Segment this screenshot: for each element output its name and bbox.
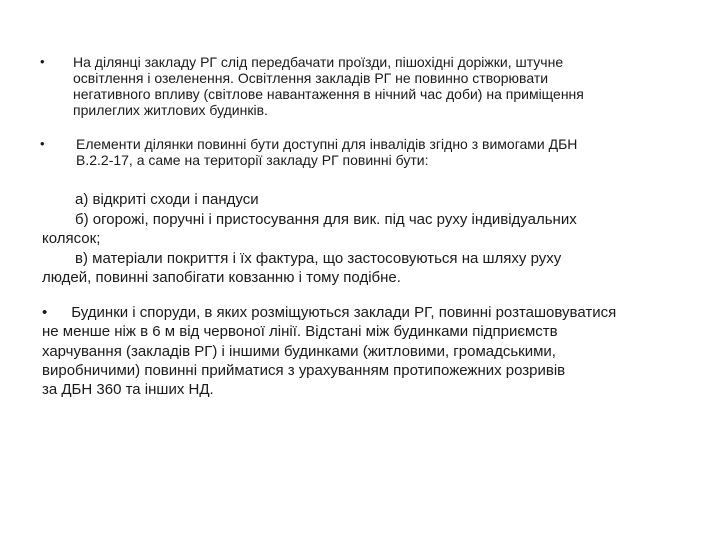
bullet-item-3-text: Будинки і споруди, в яких розміщуються заклади РГ, повинні розташовуватися bbox=[71, 304, 617, 321]
sub-item-c-line2: людей, повинні запобігати ковзанню і тому подібне. bbox=[42, 269, 401, 286]
bullet-item-3-line2: не менше ніж в 6 м від червоної лінії. Відстані між будинками підприємств bbox=[42, 323, 558, 341]
bullet-item-2-text: Елементи ділянки повинні бути доступні для інвалідів згідно з вимогами ДБН В.2.2-17, а саме на території закладу РГ повинні бути: bbox=[76, 136, 578, 168]
sub-item-c-line1: в) матеріали покриття і їх фактура, що застосовуються на шляху руху bbox=[75, 249, 562, 267]
bullet-item-1 bbox=[40, 54, 680, 120]
sub-item-b-line2: колясок; bbox=[42, 230, 101, 247]
bullet-marker: • bbox=[42, 304, 48, 321]
bullet-item-3-line1 bbox=[42, 303, 682, 322]
bullet-item-3-line3: харчування (закладів РГ) і іншими будинками (житловими, громадськими, bbox=[42, 342, 556, 360]
bullet-item-3 bbox=[42, 303, 682, 399]
bullet-marker: • bbox=[40, 136, 45, 151]
sub-item-a: а) відкриті сходи і пандуси bbox=[75, 191, 259, 208]
bullet-marker: • bbox=[40, 54, 45, 69]
bullet-item-3-line4: виробничими) повинні прийматися з урахуванням протипожежних розривів bbox=[42, 361, 566, 379]
sub-items-list bbox=[42, 190, 682, 288]
bullet-item-1-text: На ділянці закладу РГ слід передбачати проїзди, пішохідні доріжки, штучне освітлення і озеленення. Освітлення закладів РГ не повинно створювати негативного впливу (світлове навантаження в нічний час доби) на приміщення прилеглих житлових будинків. bbox=[73, 54, 584, 118]
bullet-item-3-line5: за ДБН 360 та інших НД. bbox=[42, 381, 214, 399]
sub-item-b-line1: б) огорожі, поручні і пристосування для вик. під час руху індивідуальних bbox=[75, 210, 577, 228]
bullet-item-2 bbox=[40, 136, 680, 176]
